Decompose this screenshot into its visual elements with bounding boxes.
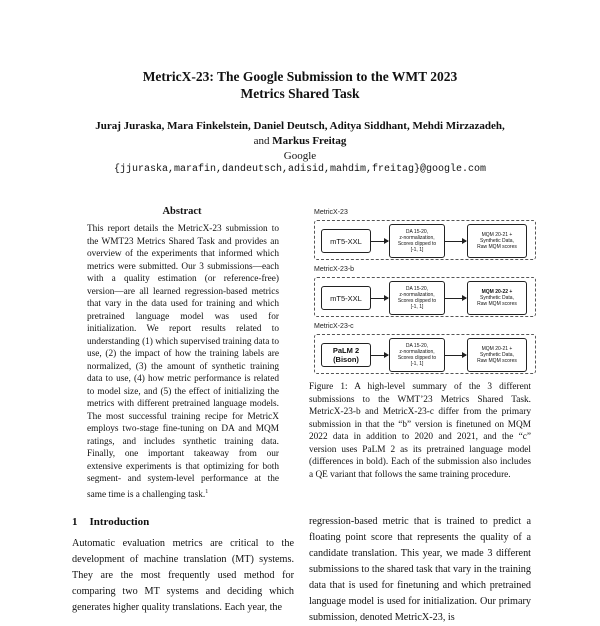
affiliation: Google [283,150,317,162]
panel-label: MetricX-23-c [314,323,354,330]
abstract-heading: Abstract [162,206,202,217]
da-line: [-1, 1] [410,304,424,310]
model-box [321,343,371,367]
model-box: mT5-XXL [321,229,371,253]
da-line: DA 15-20, [405,229,429,235]
section-title: Introduction [89,516,150,528]
title-line-2: Metrics Shared Task [240,86,360,101]
right-column-text: regression-based metric that is trained to predict a floating point score that represents the quality of a candidate translation. This year, we made 3 different submissions to the shared task that vary in the training data that is used for finetuning and which pretrained language model is used for initialization. Our primary submission, denoted MetricX-23, is [309,516,531,623]
da-line: DA 15-20, [405,343,429,349]
figure-caption: Figure 1: A high-level summary of the 3 different submissions to the WMT’23 Metrics Shared Task. MetricX-23-b and MetricX-23-c differ from the primary submission in that the “b” version is finetuned on MQM 2022 data in addition to 2020 and 2021, and the “c” version uses PaLM 2 as its pretrained language model (differences in bold). Each of the submission also includes a QE variant that follows the same training procedure. [309,382,531,480]
da-line: Scores clipped to [397,355,437,361]
da-line: Scores clipped to [397,241,437,247]
da-line: z-normalization, [399,349,435,355]
da-line: DA 15-20, [405,286,429,292]
da-stage-box [389,224,445,258]
arrow-icon [445,298,466,299]
abstract-footnote-mark: 1 [205,488,209,495]
arrow-icon [371,241,388,242]
author-emails: {jjuraska,marafin,dandeutsch,adisid,mahdim,freitag}@google.com [113,164,487,175]
arrow-icon [371,355,388,356]
arrow-icon [371,298,388,299]
da-line: z-normalization, [399,235,435,241]
paper-title [0,68,600,102]
mqm-line: Synthetic Data, [480,352,514,358]
section-number: 1 [72,516,78,528]
da-line: z-normalization, [399,292,435,298]
authors-last: Markus Freitag [272,135,347,147]
diagram-panel [314,334,536,374]
mqm-line: MQM 20-21 + [481,346,513,352]
arrow-icon [445,355,466,356]
da-stage-box [389,338,445,372]
mqm-stage-box [467,338,527,372]
diagram-panel [314,220,536,260]
figure-1-diagram [306,202,536,372]
arrow-icon [445,241,466,242]
da-stage-box [389,281,445,315]
mqm-line: Raw MQM scores [477,301,517,307]
mqm-line: Synthetic Data, [480,238,514,244]
mqm-line: MQM 20-22 + [481,289,513,295]
da-line: [-1, 1] [410,247,424,253]
model-variant: (Bison) [333,355,359,364]
da-line: Scores clipped to [397,298,437,304]
mqm-stage-box [467,224,527,258]
mqm-line: Synthetic Data, [480,295,514,301]
authors-and: and [253,135,270,147]
mqm-stage-box [467,281,527,315]
introduction-text: Automatic evaluation metrics are critical to the development of machine translation (MT) systems. They are the most frequently used method for comparing two MT systems and deciding which generates higher quality translations. Each year, the [72,538,294,613]
model-name: PaLM 2 [332,346,360,355]
model-box: mT5-XXL [321,286,371,310]
authors-line-1: Juraj Juraska, Mara Finkelstein, Daniel Deutsch, Aditya Siddhant, Mehdi Mirzazadeh, [95,120,505,132]
abstract-body [87,223,279,501]
panel-label: MetricX-23-b [314,266,355,273]
da-line: [-1, 1] [410,361,424,367]
mqm-line: Raw MQM scores [477,358,517,364]
diagram-panel [314,277,536,317]
abstract-text: This report details the MetricX-23 submission to the WMT23 Metrics Shared Task and provides an overview of the experiments that informed which metrics were submitted. Our 3 submissions—each with a quality estimation (or reference-free) version—are all learned regression-based metrics that vary in the data used for training and which pretrained language model was used for initialization. We report results related to understanding (1) which supervised training data to use, (2) the impact of how the training labels are normalized, (3) the amount of synthetic training data to use, (4) how metric performance is related to model size, and (5) the effect of initializing the metrics with different pretrained language models. The most successful training recipe for MetricX employs two-stage fine-tuning on DA and MQM ratings, and includes synthetic training data. Finally, one important takeaway from our extensive experiments is that optimizing for both segment- and system-level performance at the same time is a challenging task. [87,224,279,500]
title-line-1: MetricX-23: The Google Submission to the WMT 2023 [142,69,458,84]
author-list [0,119,600,149]
mqm-line: MQM 20-21 + [481,232,513,238]
section-heading-introduction [72,516,149,528]
panel-label: MetricX-23 [314,209,348,216]
authors-line-2 [0,134,600,149]
mqm-line: Raw MQM scores [477,244,517,250]
